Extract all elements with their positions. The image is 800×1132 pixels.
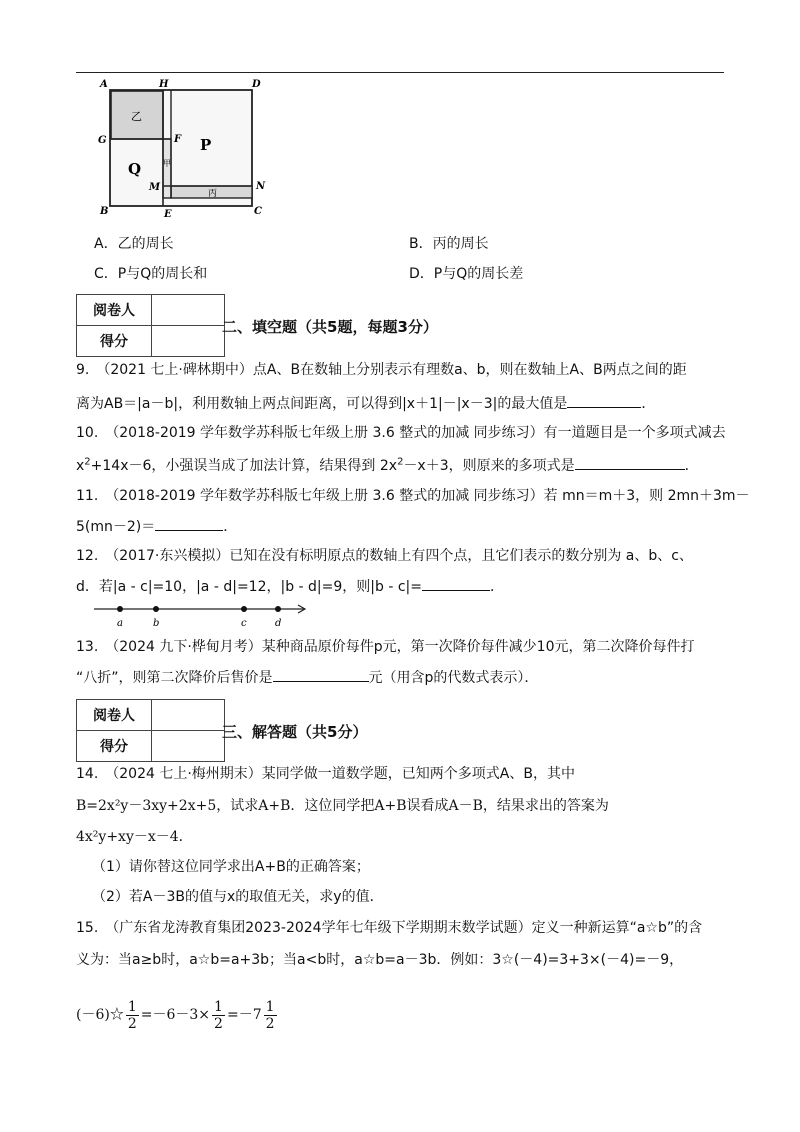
label-H: H bbox=[159, 79, 169, 90]
geometry-figure bbox=[96, 76, 276, 222]
q15-frac3-den: 2 bbox=[265, 1015, 275, 1032]
number-line bbox=[92, 600, 312, 630]
q10-text-1: +14x－6，小强误当成了加法计算，结果得到 2x bbox=[90, 458, 398, 474]
score-label: 得分 bbox=[77, 731, 152, 762]
q12-line-1: 12. （2017·东兴模拟）已知在没有标明原点的数轴上有四个点，且它们表示的数分别为 a、b、c、 bbox=[76, 548, 693, 564]
q15-frac1-num: 1 bbox=[127, 998, 137, 1015]
choice-a[interactable]: A．乙的周长 bbox=[94, 236, 174, 252]
label-jia: 甲 bbox=[163, 159, 171, 168]
grader-table-2 bbox=[76, 699, 225, 762]
q11-line-2 bbox=[76, 516, 237, 537]
point-label-b: b bbox=[153, 618, 160, 629]
q13-answer-blank[interactable] bbox=[273, 667, 369, 682]
point-label-d: d bbox=[275, 618, 282, 629]
q15-frac1-den: 2 bbox=[127, 1015, 137, 1032]
label-bing: 丙 bbox=[208, 189, 218, 199]
q10-line-2 bbox=[76, 455, 699, 476]
reviewer-label: 阅卷人 bbox=[77, 700, 152, 731]
label-M: M bbox=[149, 182, 161, 193]
q10-sup-1: 2 bbox=[84, 456, 91, 468]
q15-fraction-2 bbox=[212, 999, 225, 1032]
choice-b[interactable]: B．丙的周长 bbox=[409, 236, 489, 252]
label-N: N bbox=[256, 181, 266, 192]
q11-line-1: 11. （2018-2019 学年数学苏科版七年级上册 3.6 整式的加减 同步练习）若 mn＝m＋3，则 2mn＋3m－ bbox=[76, 488, 750, 504]
q15-fraction-1 bbox=[126, 999, 139, 1032]
q11-tail: ． bbox=[223, 519, 238, 535]
q14-sub-2: （2）若A－3B的值与x的取值无关，求y的值． bbox=[92, 889, 384, 905]
label-A: A bbox=[100, 79, 108, 90]
reviewer-cell[interactable] bbox=[152, 700, 225, 731]
q13-line-1: 13. （2024 九下·桦甸月考）某种商品原价每件p元，第一次降价每件减少10元，第二次降价每件打 bbox=[76, 639, 695, 655]
q12-tail: ． bbox=[490, 579, 504, 595]
q15-expr-1: (－6)☆ bbox=[76, 1007, 124, 1023]
q9-text: 离为AB＝|a－b|，利用数轴上两点间距离，可以得到|x＋1|－|x－3|的最大值是 bbox=[76, 396, 568, 412]
choice-c[interactable]: C．P与Q的周长和 bbox=[94, 266, 208, 282]
q13-line-2 bbox=[76, 667, 538, 688]
choice-d[interactable]: D．P与Q的周长差 bbox=[409, 266, 524, 282]
q15-fraction-3 bbox=[264, 999, 277, 1032]
q12-line-2 bbox=[76, 576, 504, 597]
q12-text: d．若|a - c|=10，|a - d|=12，|b - d|=9，则|b - c|= bbox=[76, 579, 422, 595]
q11-text: 5(mn－2)＝ bbox=[76, 519, 156, 535]
label-D: D bbox=[252, 79, 261, 90]
q12-answer-blank[interactable] bbox=[422, 576, 490, 591]
point-label-a: a bbox=[117, 618, 123, 629]
q9-line-1: 9. （2021 七上·碑林期中）点A、B在数轴上分别表示有理数a、b，则在数轴上A、B两点之间的距 bbox=[76, 362, 687, 378]
q10-answer-blank[interactable] bbox=[575, 455, 685, 470]
q10-tail: ． bbox=[684, 458, 699, 474]
q9-answer-blank[interactable] bbox=[567, 393, 641, 408]
q15-frac3-num: 1 bbox=[265, 998, 275, 1015]
q15-frac2-den: 2 bbox=[214, 1015, 223, 1032]
label-F: F bbox=[174, 134, 182, 145]
q10-sup-2: 2 bbox=[397, 456, 404, 468]
section-2-heading: 二、填空题（共5题，每题3分） bbox=[222, 318, 438, 336]
label-yi: 乙 bbox=[131, 110, 142, 123]
q15-frac2-num: 1 bbox=[214, 998, 223, 1015]
score-cell[interactable] bbox=[152, 326, 225, 357]
label-G: G bbox=[98, 135, 107, 146]
q11-answer-blank[interactable] bbox=[155, 516, 223, 531]
score-cell[interactable] bbox=[152, 731, 225, 762]
q14-line-1: 14. （2024 七上·梅州期末）某同学做一道数学题，已知两个多项式A、B，其中 bbox=[76, 766, 575, 782]
grader-table-1 bbox=[76, 294, 225, 357]
q10-text-2: －x＋3，则原来的多项式是 bbox=[403, 458, 575, 474]
q10-line-1: 10. （2018-2019 学年数学苏科版七年级上册 3.6 整式的加减 同步练习）有一道题目是一个多项式减去 bbox=[76, 425, 726, 441]
q15-expr-2: =－6－3× bbox=[140, 1007, 211, 1023]
label-E: E bbox=[164, 209, 172, 220]
label-Q: Q bbox=[128, 160, 142, 178]
point-c bbox=[241, 606, 247, 612]
q15-line-3 bbox=[76, 998, 279, 1032]
q15-line-2: 义为：当a≥b时，a☆b=a+3b；当a<b时，a☆b=a－3b．例如：3☆(－4)=3+3×(－4)=－9， bbox=[76, 952, 684, 968]
point-a bbox=[117, 606, 123, 612]
q15-expr-3: =－7 bbox=[226, 1007, 262, 1023]
point-label-c: c bbox=[241, 618, 247, 629]
point-b bbox=[153, 606, 159, 612]
header-rule bbox=[76, 72, 724, 73]
q14-line-2: B=2x²y－3xy+2x+5，试求A+B．这位同学把A+B误看成A－B，结果求出的答案为 bbox=[76, 798, 609, 814]
label-C: C bbox=[254, 206, 262, 217]
point-d bbox=[275, 606, 281, 612]
q13-tail: 元（用含p的代数式表示）． bbox=[368, 670, 539, 686]
q15-line-1: 15. （广东省龙涛教育集团2023-2024学年七年级下学期期末数学试题）定义一种新运算“a☆b”的含 bbox=[76, 920, 703, 936]
q10-x: x bbox=[76, 458, 85, 474]
q9-tail: ． bbox=[641, 396, 656, 412]
section-3-heading: 三、解答题（共5分） bbox=[222, 723, 368, 741]
q14-sub-1: （1）请你替这位同学求出A+B的正确答案； bbox=[92, 859, 370, 875]
label-B: B bbox=[100, 206, 109, 217]
q13-text: “八折”，则第二次降价后售价是 bbox=[76, 670, 273, 686]
q14-line-3: 4x²y+xy－x－4． bbox=[76, 829, 193, 845]
strip-jia bbox=[163, 139, 171, 198]
reviewer-cell[interactable] bbox=[152, 295, 225, 326]
score-label: 得分 bbox=[77, 326, 152, 357]
q9-line-2 bbox=[76, 393, 655, 414]
label-P: P bbox=[200, 136, 212, 154]
reviewer-label: 阅卷人 bbox=[77, 295, 152, 326]
